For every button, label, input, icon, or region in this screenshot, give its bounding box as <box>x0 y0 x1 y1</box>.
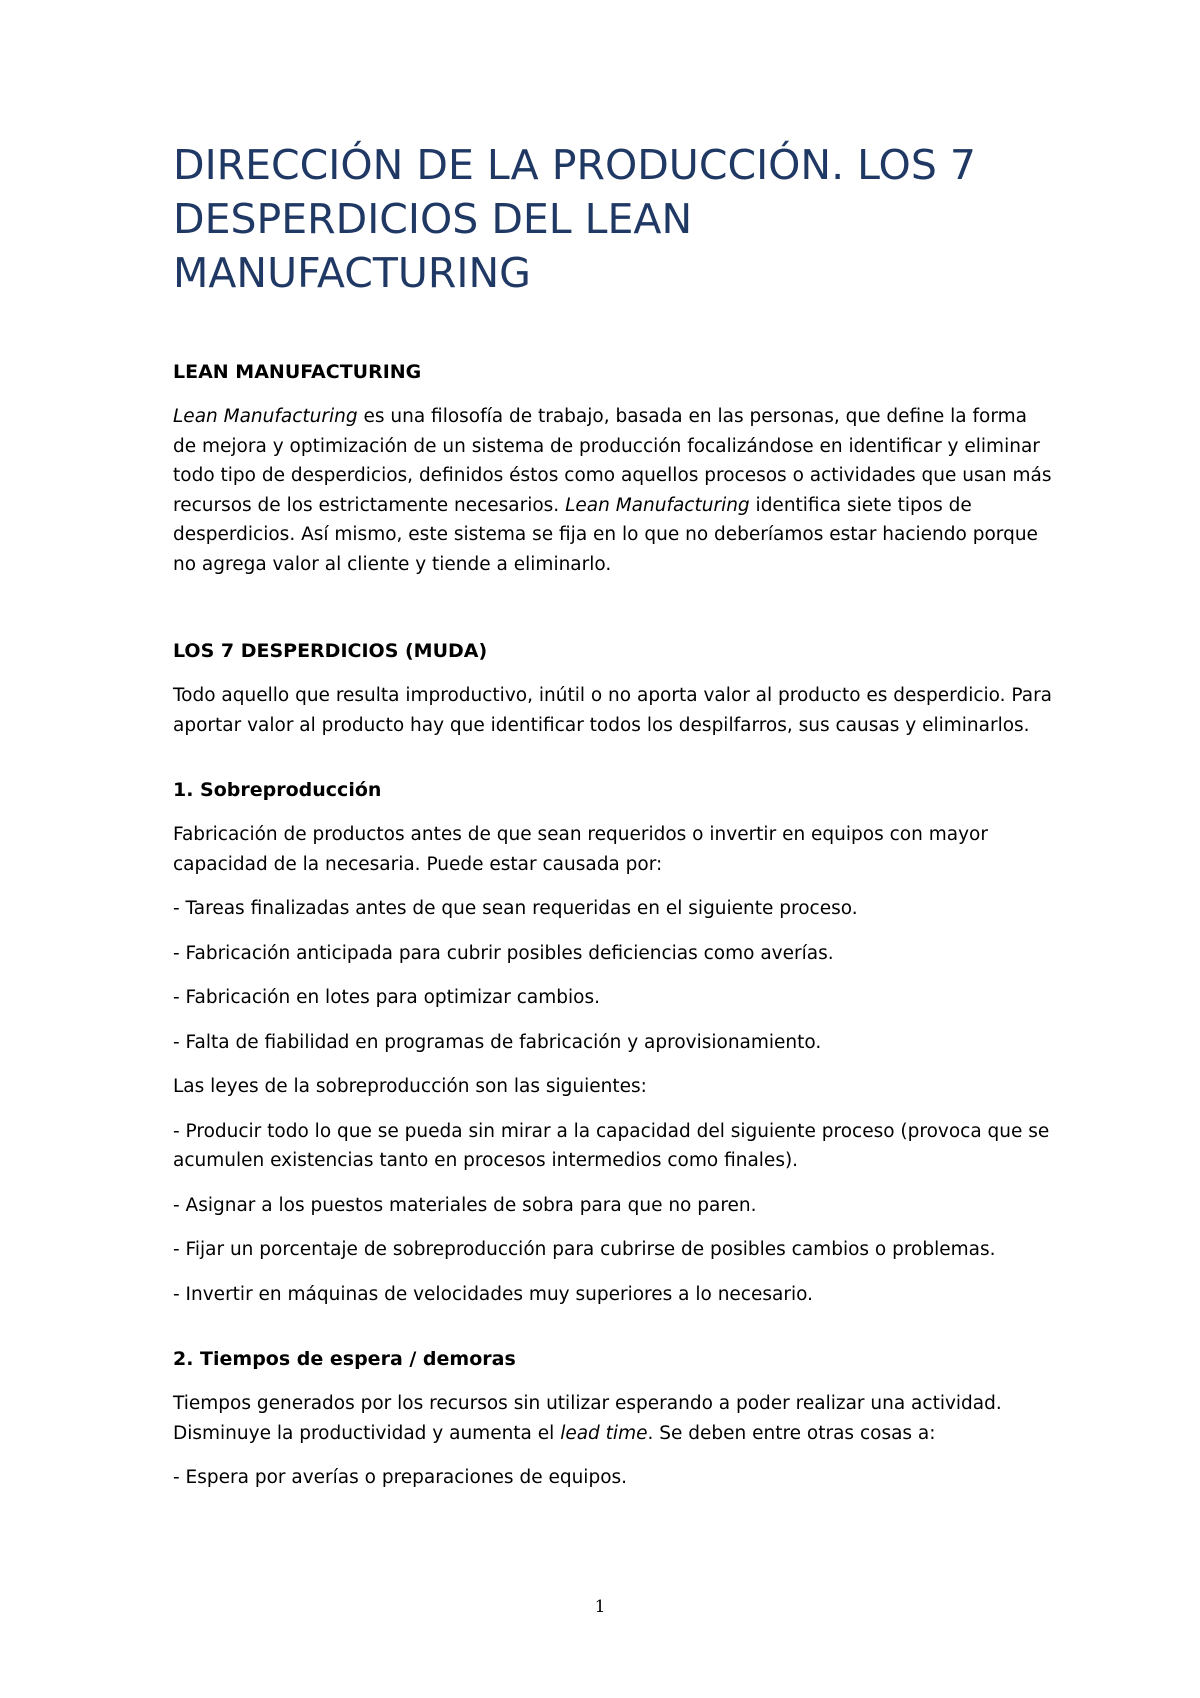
waste-1-law: - Invertir en máquinas de velocidades muy superiores a lo necesario. <box>173 1283 813 1305</box>
waste-1-cause: - Fabricación anticipada para cubrir posibles deficiencias como averías. <box>173 942 834 964</box>
waste-2-intro-text-1: Tiempos generados por los recursos sin utilizar esperando a poder realizar una actividad. Disminuye la productividad y aumenta el <box>173 1393 1002 1444</box>
waste-1-law: - Producir todo lo que se pueda sin mirar a la capacidad del siguiente proceso (provoca que se acumulen existencias tanto en procesos intermedios como finales). <box>173 1120 1050 1171</box>
waste-1-heading: 1. Sobreproducción <box>173 779 382 801</box>
waste-1-intro: Fabricación de productos antes de que sean requeridos o invertir en equipos con mayor capacidad de la necesaria. Puede estar causada por: <box>173 824 988 875</box>
waste-2-intro <box>173 1389 1053 1448</box>
title-line-2: DESPERDICIOS DEL LEAN <box>173 195 693 243</box>
lean-intro-text-2: identifica siete tipos de desperdicios. Así mismo, este sistema se fija en lo que no deberíamos estar haciendo porque no agrega valor al cliente y tiende a eliminarlo. <box>173 494 1038 575</box>
waste-1-laws-intro: Las leyes de la sobreproducción son las siguientes: <box>173 1076 647 1097</box>
muda-intro-paragraph: Todo aquello que resulta improductivo, inútil o no aporta valor al producto es desperdicio. Para aportar valor al producto hay que identificar todos los despilfarros, sus causas y eliminarlos. <box>173 685 1053 736</box>
lead-time-term: lead time <box>560 1422 648 1444</box>
page-number: 1 <box>594 1597 606 1617</box>
waste-1-law: - Asignar a los puestos materiales de sobra para que no paren. <box>173 1194 757 1216</box>
waste-1-cause: - Fabricación en lotes para optimizar cambios. <box>173 987 600 1008</box>
title-line-1: DIRECCIÓN DE LA PRODUCCIÓN. LOS 7 <box>173 141 976 189</box>
page-content <box>173 138 1053 1493</box>
document-title <box>173 138 1053 300</box>
lean-intro-paragraph <box>173 402 1053 579</box>
lean-term-2: Lean Manufacturing <box>565 494 750 516</box>
title-line-3: MANUFACTURING <box>173 249 531 297</box>
waste-2-heading: 2. Tiempos de espera / demoras <box>173 1348 516 1370</box>
section-heading-muda: LOS 7 DESPERDICIOS (MUDA) <box>173 640 488 662</box>
waste-1-cause: - Falta de fiabilidad en programas de fabricación y aprovisionamiento. <box>173 1031 822 1053</box>
lean-intro-text-1: es una filosofía de trabajo, basada en las personas, que define la forma de mejora y optimización de un sistema de producción focalizándose en identificar y eliminar todo tipo de desperdicios, definidos éstos como aquellos procesos o actividades que usan más recursos de los estrictamente necesarios. <box>173 406 1052 516</box>
section-heading-lean: LEAN MANUFACTURING <box>173 361 422 383</box>
lean-term-1: Lean Manufacturing <box>173 406 358 427</box>
waste-1-law: - Fijar un porcentaje de sobreproducción para cubrirse de posibles cambios o problemas. <box>173 1239 996 1260</box>
waste-1-cause: - Tareas finalizadas antes de que sean requeridas en el siguiente proceso. <box>173 898 858 919</box>
waste-2-cause: - Espera por averías o preparaciones de equipos. <box>173 1467 628 1488</box>
waste-2-intro-text-2: . Se deben entre otras cosas a: <box>647 1422 936 1444</box>
